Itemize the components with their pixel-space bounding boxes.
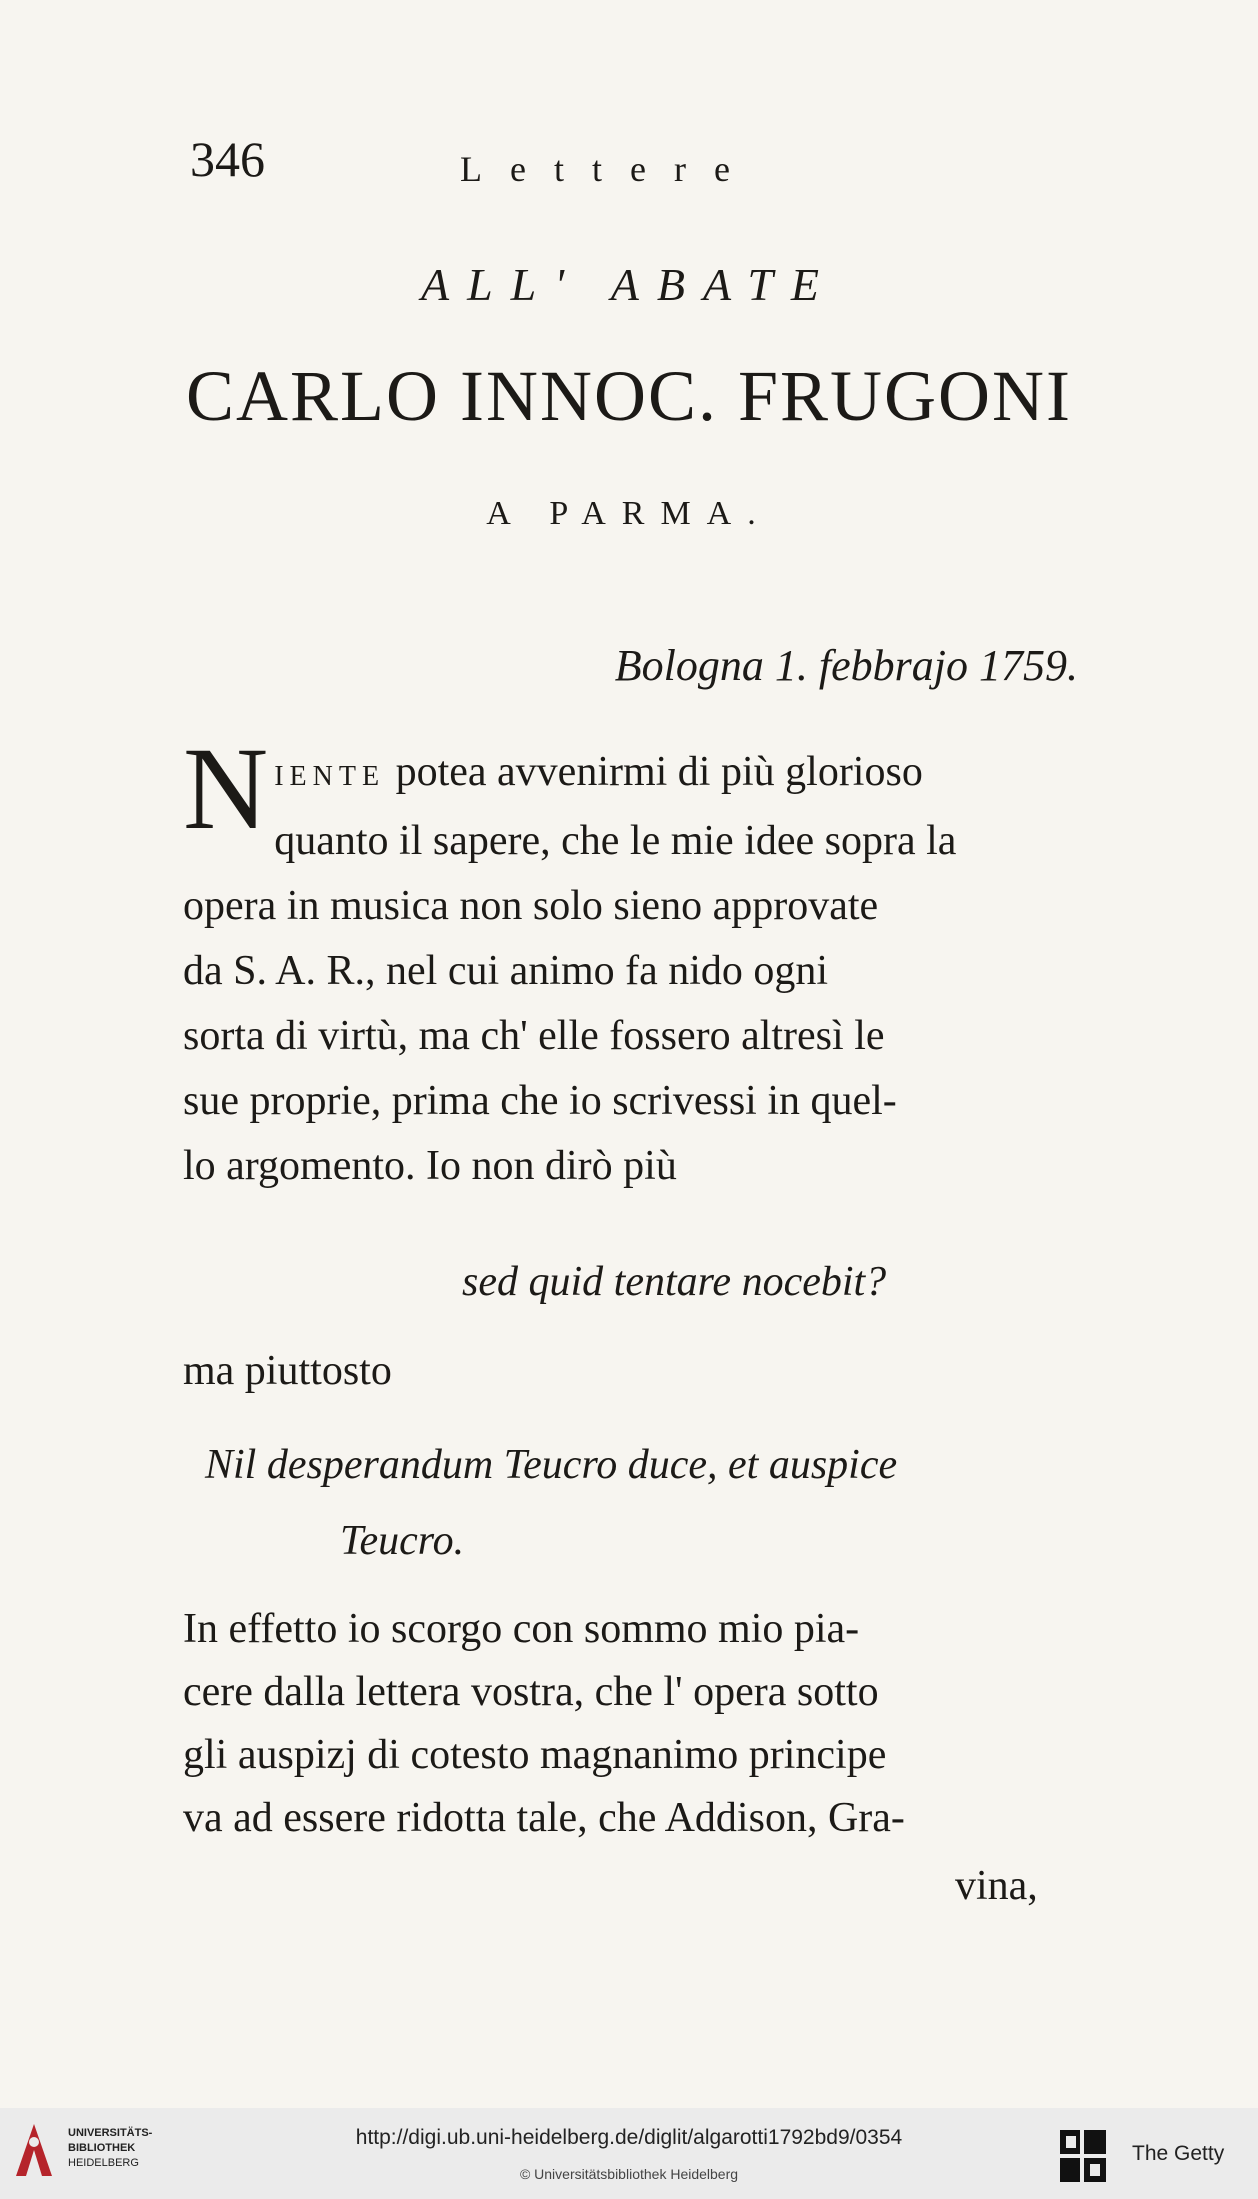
paragraph-line: da S. A. R., nel cui animo fa nido ogni — [183, 948, 829, 994]
catchword: vina, — [955, 1863, 1038, 1909]
paragraph-line: opera in musica non solo sieno approvate — [183, 883, 879, 929]
paragraph-2 — [183, 1598, 1128, 1850]
transition-text: ma piuttosto — [183, 1348, 392, 1394]
smallcaps-word: IENTE — [274, 761, 386, 792]
paragraph-line: cere dalla lettera vostra, che l' opera sotto — [183, 1669, 879, 1715]
drop-cap: N — [183, 723, 269, 854]
footer-bar — [0, 2108, 1258, 2199]
addressee-city: A PARMA. — [486, 495, 772, 532]
paragraph-line: lo argomento. Io non dirò più — [183, 1143, 677, 1189]
paragraph-line: IENTE potea avvenirmi di più glorioso — [274, 749, 923, 795]
paragraph-1 — [183, 723, 1128, 1199]
paragraph-line: gli auspizj di cotesto magnanimo principe — [183, 1732, 887, 1778]
latin-quote-2-line-1: Nil desperandum Teucro duce, et auspice — [205, 1442, 898, 1488]
copyright-notice: © Universitätsbibliothek Heidelberg — [519, 2166, 739, 2182]
dateline: Bologna 1. febbrajo 1759. — [614, 641, 1078, 690]
paragraph-line: sorta di virtù, ma ch' elle fossero altresì le — [183, 1013, 885, 1059]
addressee-line: ALL' ABATE — [420, 259, 838, 310]
getty-label[interactable]: The Getty — [1132, 2142, 1225, 2165]
page-number: 346 — [190, 131, 265, 187]
latin-quote-1: sed quid tentare nocebit? — [462, 1259, 887, 1305]
addressee-name: CARLO INNOC. FRUGONI — [185, 356, 1073, 436]
paragraph-line: va ad essere ridotta tale, che Addison, Gra- — [183, 1795, 905, 1841]
getty-logo-icon[interactable] — [1058, 2128, 1108, 2184]
paragraph-line: In effetto io scorgo con sommo mio pia- — [183, 1606, 860, 1652]
latin-quote-2-line-2: Teucro. — [340, 1518, 465, 1564]
paragraph-line: quanto il sapere, che le mie idee sopra la — [274, 818, 957, 864]
running-head: Lettere — [460, 149, 758, 189]
permalink[interactable]: http://digi.ub.uni-heidelberg.de/diglit/algarotti1792bd9/0354 — [355, 2126, 903, 2149]
paragraph-line: sue proprie, prima che io scrivessi in quel- — [183, 1078, 897, 1124]
library-name[interactable]: UNIVERSITÄTS- BIBLIOTHEK HEIDELBERG — [68, 2127, 153, 2169]
